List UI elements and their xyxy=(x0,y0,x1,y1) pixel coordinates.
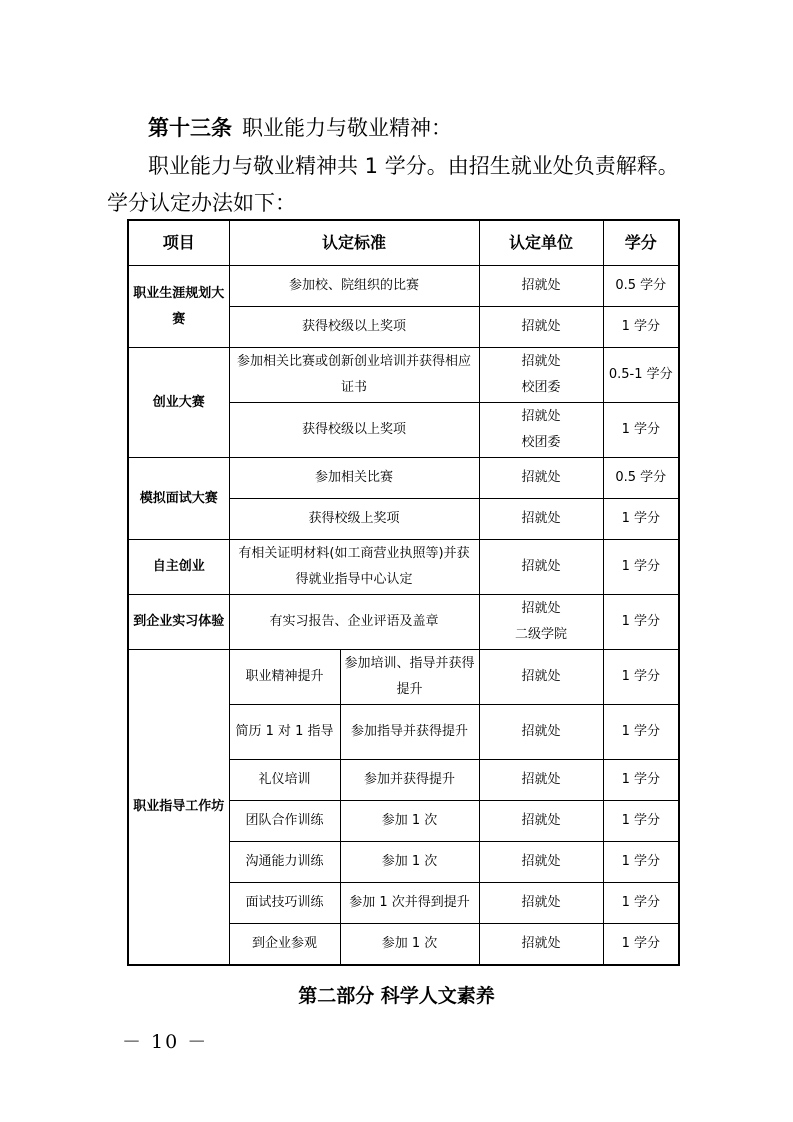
credit-cell: 1 学分 xyxy=(603,307,679,348)
standard-cell: 参加 1 次并得到提升 xyxy=(340,883,479,924)
unit-cell: 招就处 xyxy=(479,650,603,705)
standard-cell: 参加培训、指导并获得提升 xyxy=(340,650,479,705)
unit-cell: 招就处 xyxy=(479,540,603,595)
standard-cell: 参加 1 次 xyxy=(340,924,479,966)
standard-cell: 参加并获得提升 xyxy=(340,760,479,801)
credit-cell: 1 学分 xyxy=(603,801,679,842)
credit-cell: 1 学分 xyxy=(603,842,679,883)
sub-item-cell: 面试技巧训练 xyxy=(229,883,340,924)
unit-cell: 招就处 xyxy=(479,924,603,966)
unit-cell: 招就处 xyxy=(479,307,603,348)
unit-cell: 招就处 xyxy=(479,266,603,307)
sub-item-cell: 团队合作训练 xyxy=(229,801,340,842)
credit-cell: 0.5-1 学分 xyxy=(603,348,679,403)
standard-cell: 参加相关比赛 xyxy=(229,458,479,499)
unit-cell: 招就处 xyxy=(479,458,603,499)
standard-cell: 有相关证明材料(如工商营业执照等)并获得就业指导中心认定 xyxy=(229,540,479,595)
credit-cell: 0.5 学分 xyxy=(603,266,679,307)
table-header-row xyxy=(128,220,679,266)
unit-cell: 招就处 xyxy=(479,883,603,924)
credit-cell: 1 学分 xyxy=(603,499,679,540)
standard-cell: 参加校、院组织的比赛 xyxy=(229,266,479,307)
header-standard: 认定标准 xyxy=(229,220,479,266)
article-heading-line xyxy=(148,113,452,143)
category-mock-interview: 模拟面试大赛 xyxy=(128,458,229,540)
category-internship: 到企业实习体验 xyxy=(128,595,229,650)
unit-cell: 招就处 xyxy=(479,499,603,540)
table-row xyxy=(128,348,679,403)
category-career: 职业生涯规划大赛 xyxy=(128,266,229,348)
credit-cell: 0.5 学分 xyxy=(603,458,679,499)
page-number: － 10 － xyxy=(122,1031,209,1053)
sub-item-cell: 到企业参观 xyxy=(229,924,340,966)
article-text-line2: 学分认定办法如下： xyxy=(107,191,296,215)
credit-cell: 1 学分 xyxy=(603,650,679,705)
unit-cell: 招就处 xyxy=(479,842,603,883)
category-workshop: 职业指导工作坊 xyxy=(128,650,229,966)
credit-cell: 1 学分 xyxy=(603,924,679,966)
unit-cell: 招就处 校团委 xyxy=(479,348,603,403)
header-item: 项目 xyxy=(128,220,229,266)
category-venture: 创业大赛 xyxy=(128,348,229,458)
standard-cell: 获得校级以上奖项 xyxy=(229,307,479,348)
credit-cell: 1 学分 xyxy=(603,403,679,458)
article-title: 职业能力与敬业精神： xyxy=(242,116,452,140)
credit-cell: 1 学分 xyxy=(603,705,679,760)
table-row xyxy=(128,650,679,705)
standard-cell: 参加 1 次 xyxy=(340,842,479,883)
article-text-line1: 职业能力与敬业精神共 1 学分。由招生就业处负责解释。 xyxy=(148,154,679,178)
credit-cell: 1 学分 xyxy=(603,883,679,924)
unit-cell: 招就处 校团委 xyxy=(479,403,603,458)
standard-cell: 有实习报告、企业评语及盖章 xyxy=(229,595,479,650)
sub-item-cell: 简历 1 对 1 指导 xyxy=(229,705,340,760)
sub-item-cell: 职业精神提升 xyxy=(229,650,340,705)
table-row xyxy=(128,595,679,650)
article-number: 第十三条 xyxy=(148,116,232,140)
credit-cell: 1 学分 xyxy=(603,760,679,801)
header-credit: 学分 xyxy=(603,220,679,266)
credit-cell: 1 学分 xyxy=(603,540,679,595)
standard-cell: 获得校级上奖项 xyxy=(229,499,479,540)
section-title: 第二部分 科学人文素养 xyxy=(298,985,495,1007)
header-unit: 认定单位 xyxy=(479,220,603,266)
sub-item-cell: 沟通能力训练 xyxy=(229,842,340,883)
standard-cell: 参加相关比赛或创新创业培训并获得相应证书 xyxy=(229,348,479,403)
unit-cell: 招就处 xyxy=(479,705,603,760)
sub-item-cell: 礼仪培训 xyxy=(229,760,340,801)
unit-cell: 招就处 xyxy=(479,801,603,842)
table-row xyxy=(128,458,679,499)
table-row xyxy=(128,266,679,307)
standard-cell: 参加 1 次 xyxy=(340,801,479,842)
category-self-employment: 自主创业 xyxy=(128,540,229,595)
standard-cell: 参加指导并获得提升 xyxy=(340,705,479,760)
unit-cell: 招就处 xyxy=(479,760,603,801)
credit-table xyxy=(127,219,680,966)
standard-cell: 获得校级以上奖项 xyxy=(229,403,479,458)
credit-cell: 1 学分 xyxy=(603,595,679,650)
table-row xyxy=(128,540,679,595)
unit-cell: 招就处 二级学院 xyxy=(479,595,603,650)
